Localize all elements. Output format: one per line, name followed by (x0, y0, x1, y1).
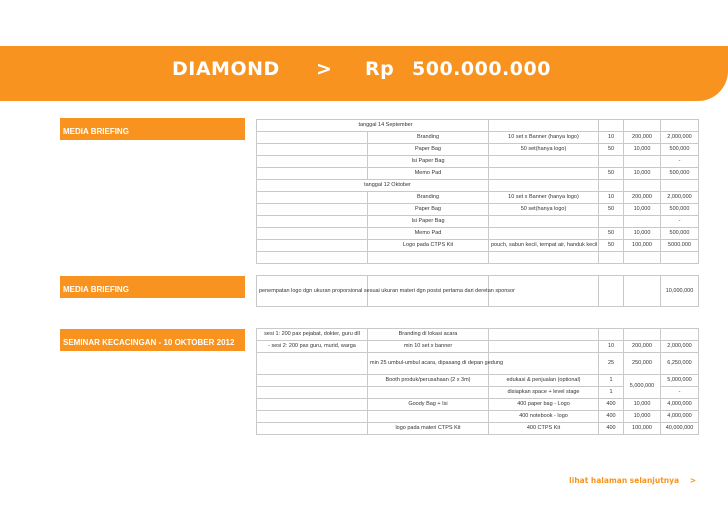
item-cell: Branding (368, 132, 489, 144)
price-cell: 200,000 (624, 192, 661, 204)
header-arrow: > (316, 58, 333, 80)
item-cell: Memo Pad (368, 168, 489, 180)
package-name: DIAMOND (172, 58, 280, 80)
next-page-label: lihat halaman selanjutnya (569, 476, 680, 485)
section-label-media-briefing-2: MEDIA BRIEFING (60, 276, 245, 298)
qty-cell: 50 (599, 228, 624, 240)
price-cell: 250,000 (624, 353, 661, 375)
qty-cell: 50 (599, 168, 624, 180)
table-row (257, 423, 699, 435)
total-cell: 5000.000 (661, 240, 699, 252)
seminar-table (256, 328, 699, 435)
table-row (257, 168, 699, 180)
qty-cell: 10 (599, 132, 624, 144)
qty-cell (599, 216, 624, 228)
detail-cell: 400 notebook - logo (489, 411, 599, 423)
item-cell: Booth produk/perusahaan (2 x 3m) (368, 375, 489, 387)
table-row (257, 204, 699, 216)
price-cell: 10,000 (624, 204, 661, 216)
detail-cell: 50 set(hanya logo) (489, 144, 599, 156)
qty-cell: 400 (599, 399, 624, 411)
qty-cell (599, 156, 624, 168)
item-cell: Logo pada CTPS Kit (368, 240, 489, 252)
price-cell: 10,000 (624, 411, 661, 423)
detail-cell: 400 paper bag - Logo (489, 399, 599, 411)
detail-cell: 400 CTPS Kit (489, 423, 599, 435)
price-cell: 200,000 (624, 341, 661, 353)
qty-cell: 50 (599, 240, 624, 252)
table-row (257, 276, 699, 307)
price-cell: 10,000 (624, 144, 661, 156)
detail-cell (489, 168, 599, 180)
item-cell: Paper Bag (368, 144, 489, 156)
detail-cell (489, 156, 599, 168)
price-cell: 10,000 (624, 399, 661, 411)
table-row (257, 120, 699, 132)
section-label-seminar: SEMINAR KECACINGAN - 10 OKTOBER 2012 (60, 329, 245, 351)
total-cell: 500,000 (661, 204, 699, 216)
date-label: tanggal 14 September (257, 120, 489, 132)
table-row (257, 353, 699, 375)
price-cell (624, 216, 661, 228)
qty-cell: 400 (599, 423, 624, 435)
table-row (257, 329, 699, 341)
price-cell: 100,000 (624, 423, 661, 435)
table-row (257, 156, 699, 168)
qty-cell: 1 (599, 375, 624, 387)
total-cell: 2,000,000 (661, 132, 699, 144)
package-amount: 500.000.000 (412, 58, 551, 80)
total-cell: 4,000,000 (661, 411, 699, 423)
item-cell: Isi Paper Bag (368, 156, 489, 168)
table-row (257, 228, 699, 240)
date-label: tanggal 12 Oktober (257, 180, 489, 192)
media-briefing-table-2 (256, 275, 699, 307)
session-desc-1: sesi 1: 200 pax pejabat, dokter, guru dll (257, 329, 368, 341)
detail-cell: 10 set x Banner (hanya logo) (489, 132, 599, 144)
session-desc-2: - sesi 2: 200 pax guru, murid, warga (257, 341, 368, 353)
qty-cell: 50 (599, 204, 624, 216)
table-row (257, 411, 699, 423)
price-cell: 10,000 (624, 228, 661, 240)
table-row (257, 252, 699, 264)
total-cell: - (661, 216, 699, 228)
price-cell: 100,000 (624, 240, 661, 252)
detail-cell: pouch, sabun kecil, tempat air, handuk kecil (489, 240, 599, 252)
total-cell: 2,000,000 (661, 192, 699, 204)
table-row (257, 399, 699, 411)
detail-cell: 50 set(hanya logo) (489, 204, 599, 216)
price-cell: 5,000,000 (624, 375, 661, 399)
item-cell: Memo Pad (368, 228, 489, 240)
item-cell: Isi Paper Bag (368, 216, 489, 228)
detail-cell (489, 216, 599, 228)
detail-cell: 10 set x Banner (hanya logo) (489, 192, 599, 204)
price-cell: 200,000 (624, 132, 661, 144)
table-row (257, 240, 699, 252)
table-row (257, 144, 699, 156)
media-briefing-table-1 (256, 119, 699, 264)
total-cell: 10,000,000 (661, 276, 699, 307)
item-cell: Paper Bag (368, 204, 489, 216)
table-row (257, 375, 699, 387)
qty-cell: 1 (599, 387, 624, 399)
detail-cell: disiapkan space + level stage (489, 387, 599, 399)
total-cell: 5,000,000 (661, 375, 699, 387)
total-cell: 500,000 (661, 168, 699, 180)
qty-cell: 10 (599, 192, 624, 204)
item-cell: Branding (368, 192, 489, 204)
item-cell: Goody Bag + Isi (368, 399, 489, 411)
total-cell: 500,000 (661, 228, 699, 240)
total-cell: - (661, 156, 699, 168)
total-cell: 6,250,000 (661, 353, 699, 375)
section-label-media-briefing-1: MEDIA BRIEFING (60, 118, 245, 140)
item-cell: min 25 umbul-umbul acara, dipasang di depan gedung (368, 353, 489, 375)
total-cell: 500,000 (661, 144, 699, 156)
detail-cell: edukasi & penjualan (optional) (489, 375, 599, 387)
total-cell: 40,000,000 (661, 423, 699, 435)
item-cell: logo pada materi CTPS Kit (368, 423, 489, 435)
header-banner (0, 46, 728, 101)
detail-cell (489, 228, 599, 240)
table-row (257, 216, 699, 228)
total-cell: 4,000,000 (661, 399, 699, 411)
total-cell: - (661, 387, 699, 399)
next-page-link[interactable] (569, 476, 696, 485)
price-cell (624, 156, 661, 168)
table-row (257, 180, 699, 192)
table-row (257, 192, 699, 204)
item-cell: Branding di lokasi acara (368, 329, 489, 341)
currency-label: Rp (365, 58, 395, 80)
qty-cell: 400 (599, 411, 624, 423)
qty-cell: 10 (599, 341, 624, 353)
sponsor-placement-desc: penempatan logo dgn ukuran proporsional sesuai ukuran materi dgn posisi pertama dari deretan sponsor (257, 276, 368, 307)
qty-cell: 50 (599, 144, 624, 156)
price-cell: 10,000 (624, 168, 661, 180)
table-row (257, 132, 699, 144)
total-cell: 2,000,000 (661, 341, 699, 353)
next-arrow-icon: > (689, 476, 696, 485)
qty-cell: 25 (599, 353, 624, 375)
table-row (257, 341, 699, 353)
item-cell: min 10 set x banner (368, 341, 489, 353)
